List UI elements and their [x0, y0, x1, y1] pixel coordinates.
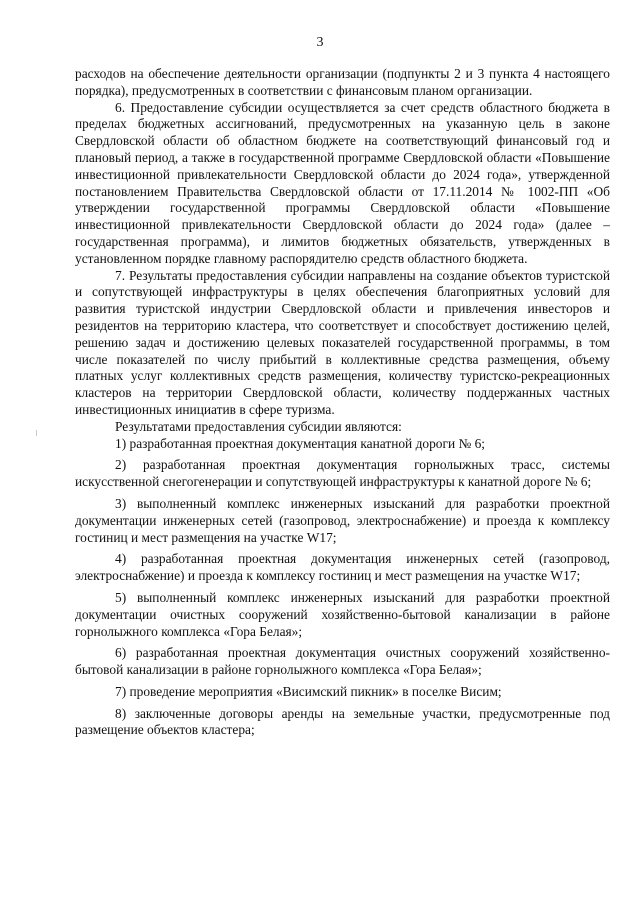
page-number: 3 [316, 35, 324, 50]
list-item-6: 6) разработанная проектная документация очистных сооружений хозяйственно-бытовой канализации в районе горнолыжного комплекса «Гора Белая»; [75, 645, 610, 678]
paragraph-7: 7. Результаты предоставления субсидии направлены на создание объектов туристской и сопутствующей инфраструктуры в целях обеспечения благоприятных условий для развития туристской индустрии Свердловской области и привлечения инвесторов и резидентов на территорию кластера, что соответствует и способствует достижению целей, решению задач и достижению целевых показателей государственной программы, в том числе показателей по числу прибытий в коллективные средства размещения, объему платных услуг коллективных средств размещения, количеству туристско-рекреационных кластеров на территории Свердловской области, количеству поддержанных частных инвестиционных инициатив в сфере туризма. [75, 267, 610, 417]
list-item-1: 1) разработанная проектная документация канатной дороги № 6; [115, 435, 486, 451]
paragraph-6: 6. Предоставление субсидии осуществляется за счет средств областного бюджета в пределах бюджетных ассигнований, предусмотренных на указанную цель в законе Свердловской области об областном бюджете на соответствующий финансовый год и плановый период, а также в государственной программе Свердловской области «Повышение инвестиционной привлекательности Свердловской области до 2024 года», утвержденной постановлением Правительства Свердловской области от 17.11.2014 № 1002-ПП «Об утверждении государственной программы Свердловской области «Повышение инвестиционной привлекательности Свердловской области до 2024 года» (далее – государственная программа), и лимитов бюджетных обязательств, утвержденных в установленном порядке главному распорядителю средств областного бюджета. [75, 99, 610, 266]
list-item-3: 3) выполненный комплекс инженерных изысканий для разработки проектной документации инженерных сетей (газопровод, электроснабжение) и проезда к комплексу гостиниц и мест размещения на участке W17; [75, 495, 610, 545]
list-item-7: 7) проведение мероприятия «Висимский пикник» в поселке Висим; [115, 683, 502, 699]
list-item-4: 4) разработанная проектная документация инженерных сетей (газопровод, электроснабжение) и проезда к комплексу гостиниц и мест размещения на участке W17; [75, 551, 610, 584]
paragraph-continuation: расходов на обеспечение деятельности организации (подпункты 2 и 3 пункта 4 настоящего порядка), предусмотренных в соответствии с финансовым планом организации. [75, 66, 610, 98]
list-item-2: 2) разработанная проектная документация горнолыжных трасс, системы искусственной снегогенерации и сопутствующей инфраструктуры к канатной дороге № 6; [75, 457, 610, 490]
list-item-8: 8) заключенные договоры аренды на земельные участки, предусмотренные под размещение объектов кластера; [75, 705, 610, 738]
document-body [75, 66, 610, 739]
results-intro: Результатами предоставления субсидии являются: [115, 418, 402, 434]
list-item-5: 5) выполненный комплекс инженерных изысканий для разработки проектной документации очистных сооружений хозяйственно-бытовой канализации в районе горнолыжного комплекса «Гора Белая»; [75, 589, 610, 639]
scan-artifact-mark [36, 430, 37, 436]
